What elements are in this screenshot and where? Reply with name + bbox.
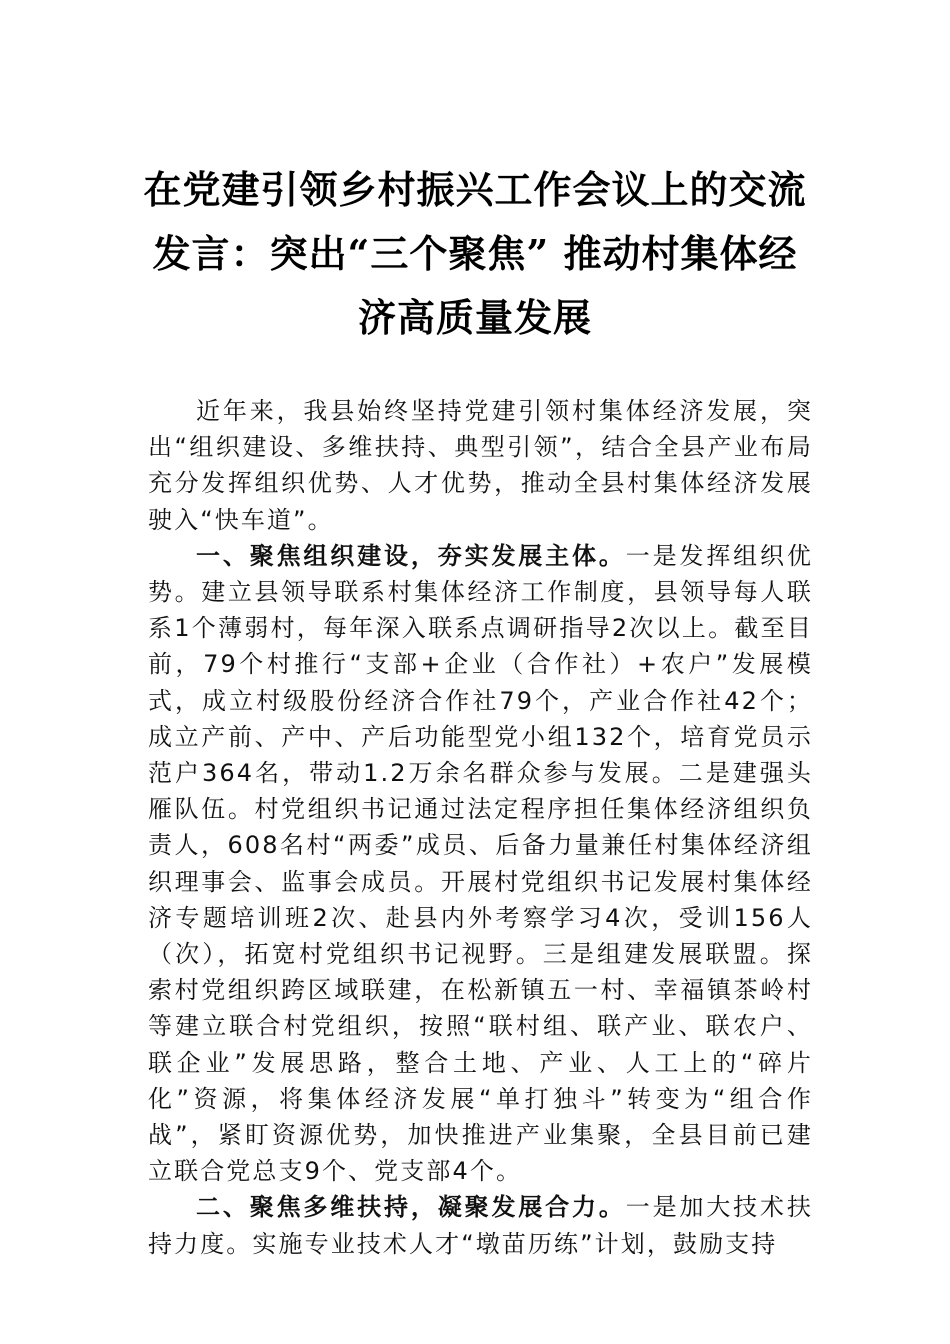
paragraph bbox=[148, 393, 813, 538]
paragraph-text: 一是加大技术扶持力度。实施专业技术人才“墩苗历练”计划，鼓励支持 bbox=[148, 1193, 814, 1258]
paragraph bbox=[148, 1189, 813, 1261]
paragraph-text: 一是发挥组织优势。建立县领导联系村集体经济工作制度，县领导每人联系1个薄弱村，每年深入联系点调研指导2次以上。截至目前，79个村推行“支部+企业（合作社）+农户”发展模式，成立村级股份经济合作社79个，产业合作社42个；成立产前、产中、产后功能型党小组132个，培育党员示范户364名，带动1.2万余名群众参与发展。二是建强头雁队伍。村党组织书记通过法定程序担任集体经济组织负责人，608名村“两委”成员、后备力量兼任村集体经济组织理事会、监事会成员。开展村党组织书记发展村集体经济专题培训班2次、赴县内外考察学习4次，受训156人（次），拓宽村党组织书记视野。三是组建发展联盟。探索村党组织跨区域联建，在松新镇五一村、幸福镇茶岭村等建立联合村党组织，按照“联村组、联产业、联农户、联企业”发展思路，整合土地、产业、人工上的“碎片化”资源，将集体经济发展“单打独斗”转变为“组合作战”，紧盯资源优势，加快推进产业集聚，全县目前已建立联合党总支9个、党支部4个。 bbox=[148, 541, 814, 1186]
document-title: 在党建引领乡村振兴工作会议上的交流发言：突出“三个聚焦” 推动村集体经济高质量发展 bbox=[143, 167, 807, 340]
section-heading: 二、聚焦多维扶持，凝聚发展合力。 bbox=[196, 1193, 626, 1222]
paragraph-text: 近年来，我县始终坚持党建引领村集体经济发展，突出“组织建设、多维扶持、典型引领”，结合全县产业布局充分发挥组织优势、人才优势，推动全县村集体经济发展驶入“快车道”。 bbox=[148, 397, 813, 534]
document-body bbox=[148, 393, 813, 1262]
section-heading: 一、聚焦组织建设，夯实发展主体。 bbox=[196, 541, 626, 570]
paragraph bbox=[148, 538, 813, 1190]
